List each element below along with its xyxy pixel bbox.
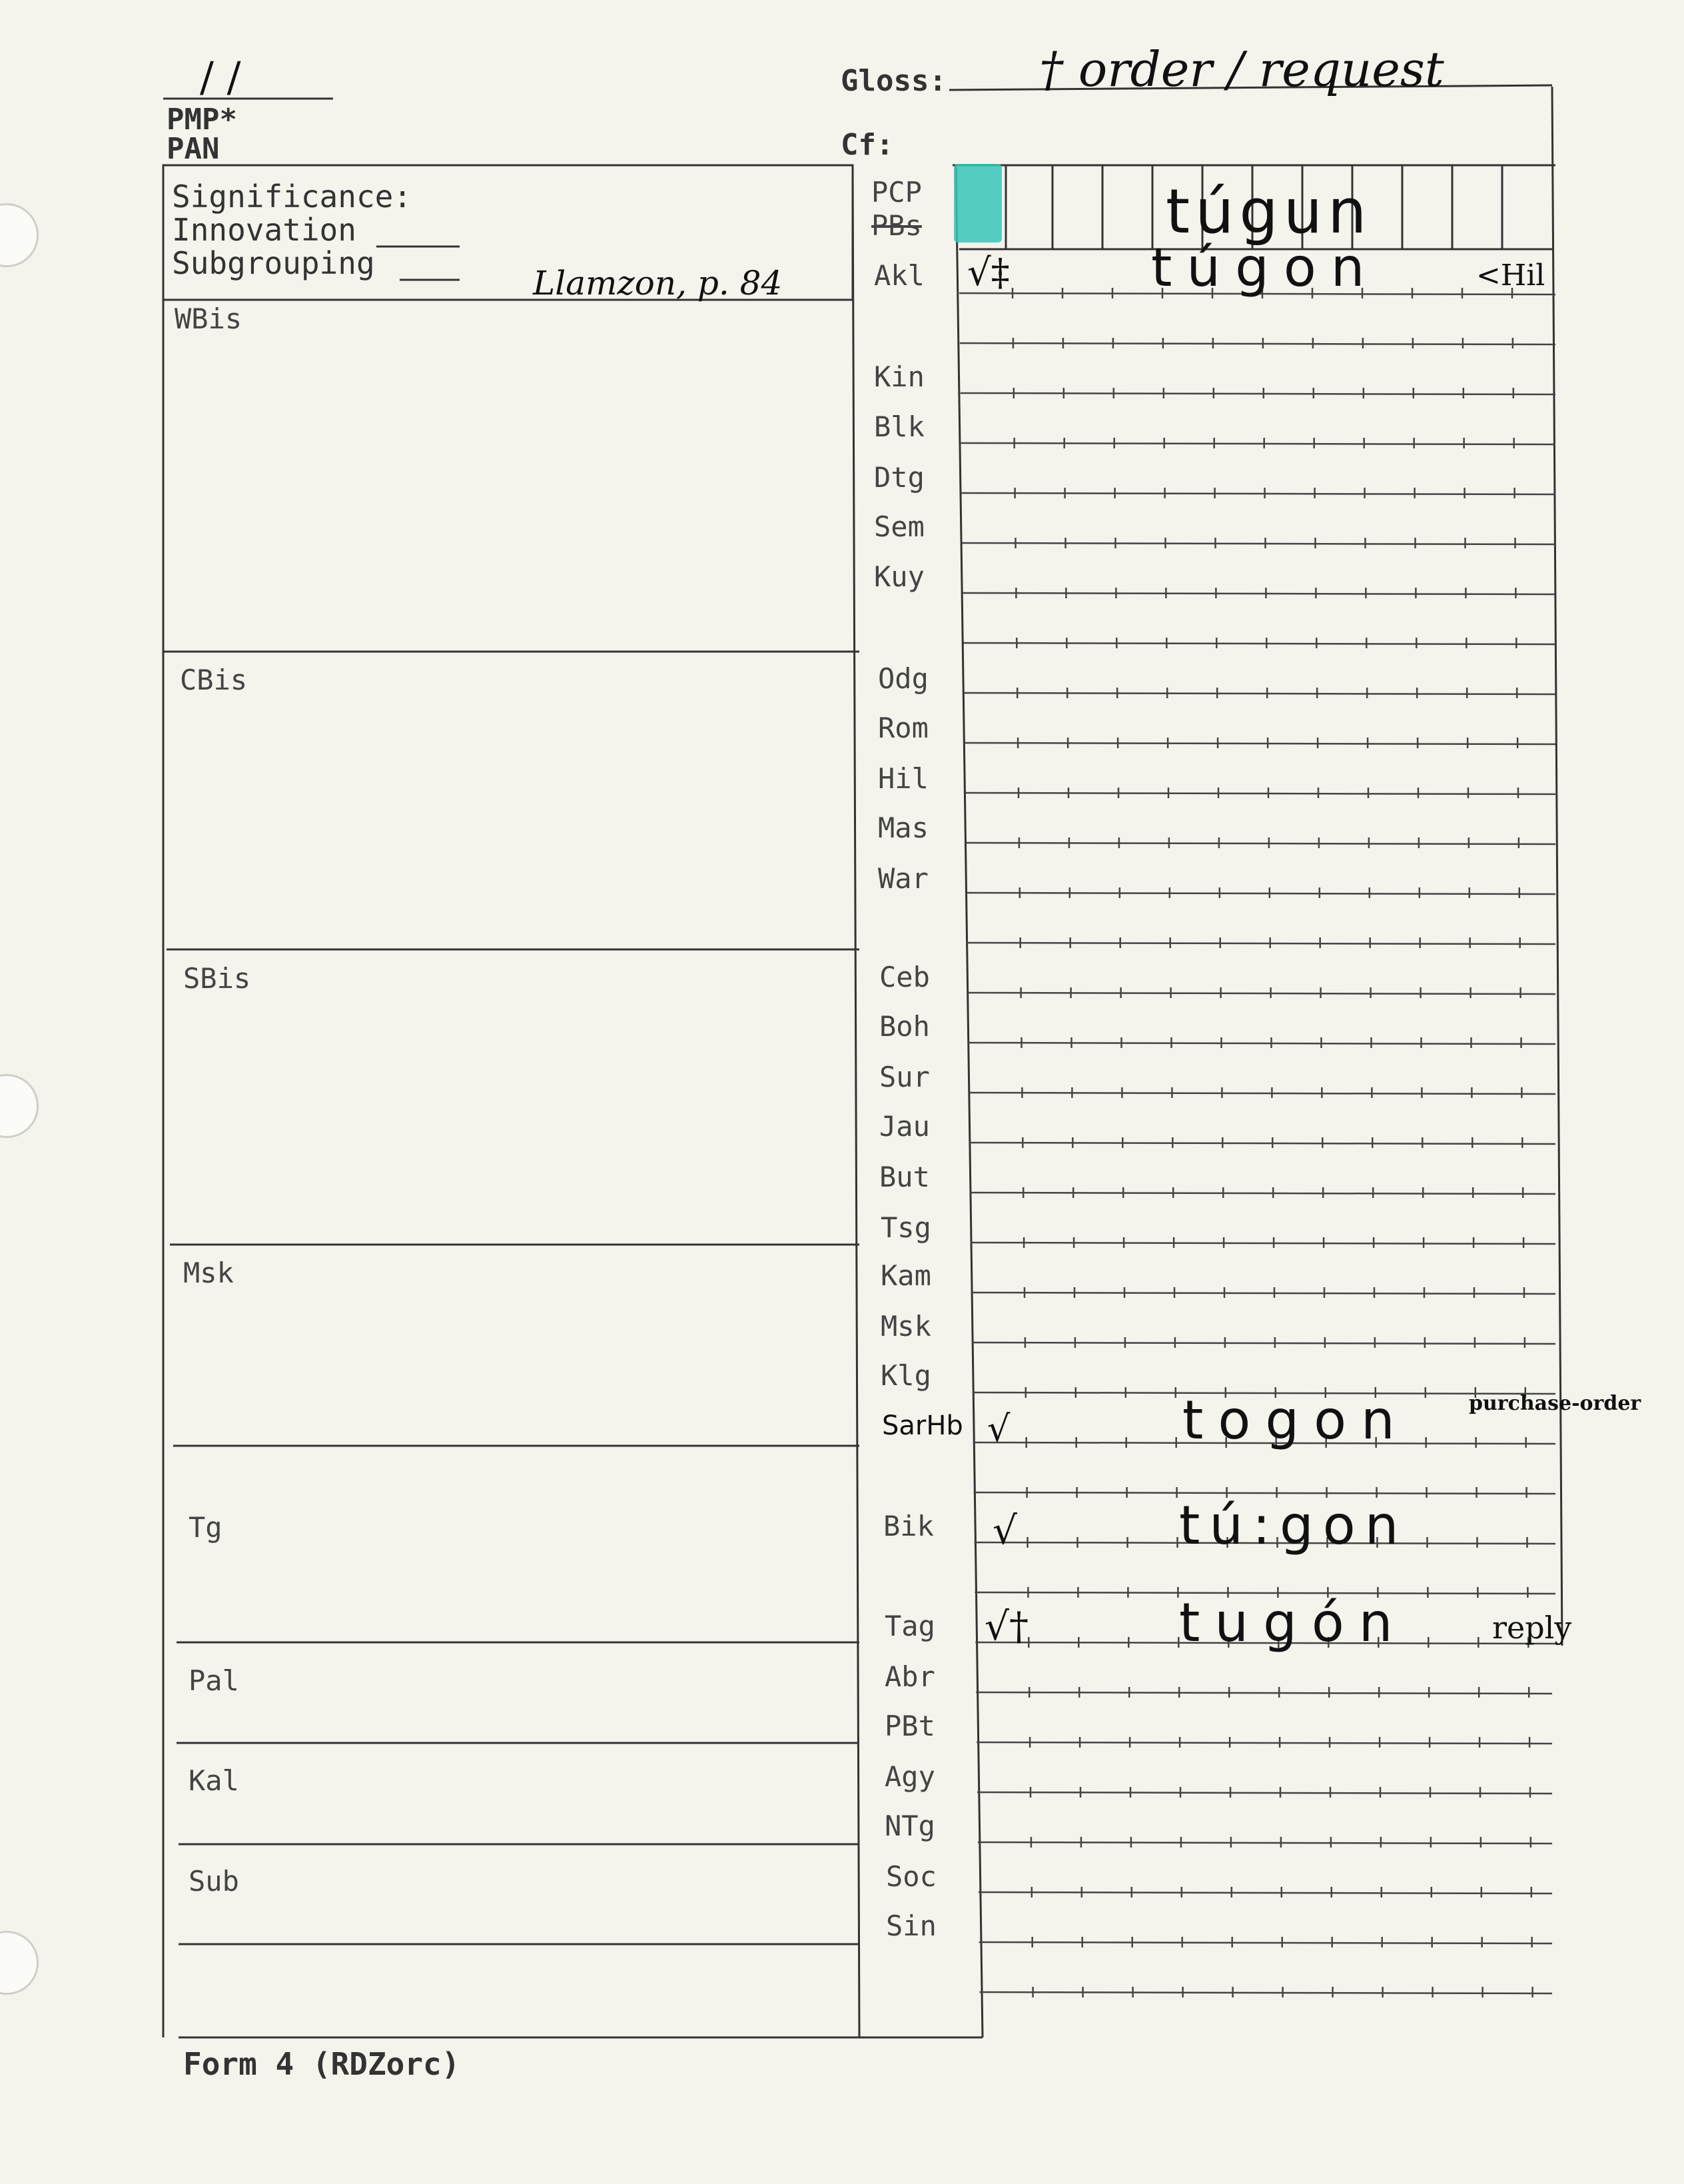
akl-form: túgon bbox=[1151, 237, 1380, 298]
tag-form: tugón bbox=[1179, 1592, 1408, 1654]
group-label-sbis: SBis bbox=[183, 962, 251, 995]
row-rule bbox=[965, 793, 1555, 794]
row-rule bbox=[979, 1892, 1552, 1894]
row-rule bbox=[972, 1343, 1555, 1344]
lang-code-bik: Bik bbox=[883, 1510, 934, 1542]
pan-label: PAN bbox=[167, 132, 220, 166]
lang-code-mas: Mas bbox=[878, 812, 929, 844]
lang-code-rom: Rom bbox=[878, 712, 929, 744]
lang-code-klg: Klg bbox=[881, 1359, 931, 1392]
row-rule bbox=[974, 1492, 1555, 1494]
lang-code-soc: Soc bbox=[886, 1860, 937, 1893]
group-label-pal: Pal bbox=[189, 1664, 239, 1697]
bik-mark: √ bbox=[993, 1508, 1017, 1553]
lang-code-boh: Boh bbox=[879, 1010, 930, 1043]
lang-code-msk: Msk bbox=[881, 1310, 931, 1343]
row-rule bbox=[969, 1143, 1555, 1144]
lang-code-kuy: Kuy bbox=[874, 560, 925, 593]
form-label: Form 4 (RDZorc) bbox=[183, 2046, 460, 2082]
group-label-kal: Kal bbox=[189, 1764, 239, 1797]
akl-note: <Hil bbox=[1476, 259, 1545, 292]
row-rule bbox=[967, 893, 1555, 894]
lang-code-ntg: NTg bbox=[885, 1810, 935, 1842]
lang-code-kam: Kam bbox=[881, 1259, 931, 1292]
group-label-sub: Sub bbox=[189, 1865, 239, 1898]
lang-code-odg: Odg bbox=[878, 662, 929, 695]
tag-note: reply bbox=[1492, 1610, 1572, 1646]
row-rule bbox=[969, 1043, 1556, 1044]
sar-mark: √ bbox=[987, 1408, 1011, 1450]
row-rule bbox=[968, 993, 1555, 994]
lang-code-jau: Jau bbox=[879, 1110, 930, 1143]
innovation-label: Innovation bbox=[172, 212, 356, 248]
row-rule bbox=[963, 543, 1556, 544]
row-rule bbox=[980, 1992, 1552, 1993]
row-rule bbox=[961, 393, 1555, 394]
pcp-form: túgun bbox=[1166, 176, 1372, 247]
lang-code-pcp: PCP bbox=[871, 176, 922, 209]
lang-code-dtg: Dtg bbox=[874, 461, 925, 494]
cf-label: Cf: bbox=[841, 128, 894, 162]
lang-code-kin: Kin bbox=[874, 360, 925, 393]
row-rule bbox=[977, 1742, 1552, 1744]
lang-code-war: War bbox=[878, 862, 929, 895]
pmp-label: PMP* bbox=[167, 103, 237, 137]
row-rule bbox=[976, 1692, 1552, 1694]
lang-code-tsg: Tsg bbox=[881, 1211, 931, 1244]
lang-code-abr: Abr bbox=[885, 1660, 935, 1693]
row-rule bbox=[961, 443, 1555, 444]
lang-code-pbt: PBt bbox=[885, 1710, 935, 1742]
lang-code-agy: Agy bbox=[885, 1760, 935, 1793]
reference-note: Llamzon, p. 84 bbox=[533, 264, 783, 302]
lang-code-sarhb: SarHb bbox=[882, 1410, 963, 1441]
lang-code-sem: Sem bbox=[874, 510, 925, 543]
lang-code-ceb: Ceb bbox=[879, 961, 930, 993]
row-rule bbox=[971, 1293, 1555, 1294]
lang-code-but: But bbox=[879, 1161, 930, 1193]
row-rule bbox=[969, 1093, 1555, 1094]
lang-code-akl: Akl bbox=[874, 259, 925, 292]
lang-code-blk: Blk bbox=[874, 410, 925, 443]
sar-form: togon bbox=[1182, 1389, 1410, 1451]
tag-mark: √† bbox=[985, 1604, 1029, 1649]
row-rule bbox=[962, 493, 1555, 494]
row-rule bbox=[978, 1842, 1552, 1844]
row-rule bbox=[967, 943, 1555, 944]
date-slashes: / / bbox=[200, 53, 241, 101]
row-rule bbox=[960, 343, 1555, 344]
group-label-tg: Tg bbox=[189, 1511, 222, 1544]
group-label-wbis: WBis bbox=[175, 302, 242, 335]
lang-code-sin: Sin bbox=[886, 1910, 937, 1942]
lang-code-pbs: PBs bbox=[871, 209, 922, 242]
lang-code-hil: Hil bbox=[878, 762, 929, 795]
row-rule bbox=[966, 843, 1555, 844]
significance-title: Significance: bbox=[172, 179, 412, 215]
subgrouping-label: Subgrouping bbox=[172, 245, 375, 281]
row-rule bbox=[970, 1193, 1555, 1194]
group-label-cbis: CBis bbox=[180, 664, 248, 696]
highlight-mark bbox=[954, 164, 1002, 243]
gloss-label: Gloss: bbox=[841, 64, 947, 98]
lang-code-tag: Tag bbox=[885, 1610, 935, 1642]
akl-mark: √‡ bbox=[967, 251, 1010, 294]
bik-form: tú:gon bbox=[1179, 1494, 1408, 1556]
lang-code-sur: Sur bbox=[879, 1061, 930, 1093]
row-rule bbox=[979, 1942, 1552, 1943]
row-rule bbox=[977, 1792, 1552, 1794]
row-rule bbox=[971, 1243, 1555, 1244]
sar-note: purchase-order bbox=[1469, 1392, 1641, 1415]
gloss-value: † order / request bbox=[1039, 41, 1444, 97]
group-label-msk: Msk bbox=[183, 1257, 234, 1289]
